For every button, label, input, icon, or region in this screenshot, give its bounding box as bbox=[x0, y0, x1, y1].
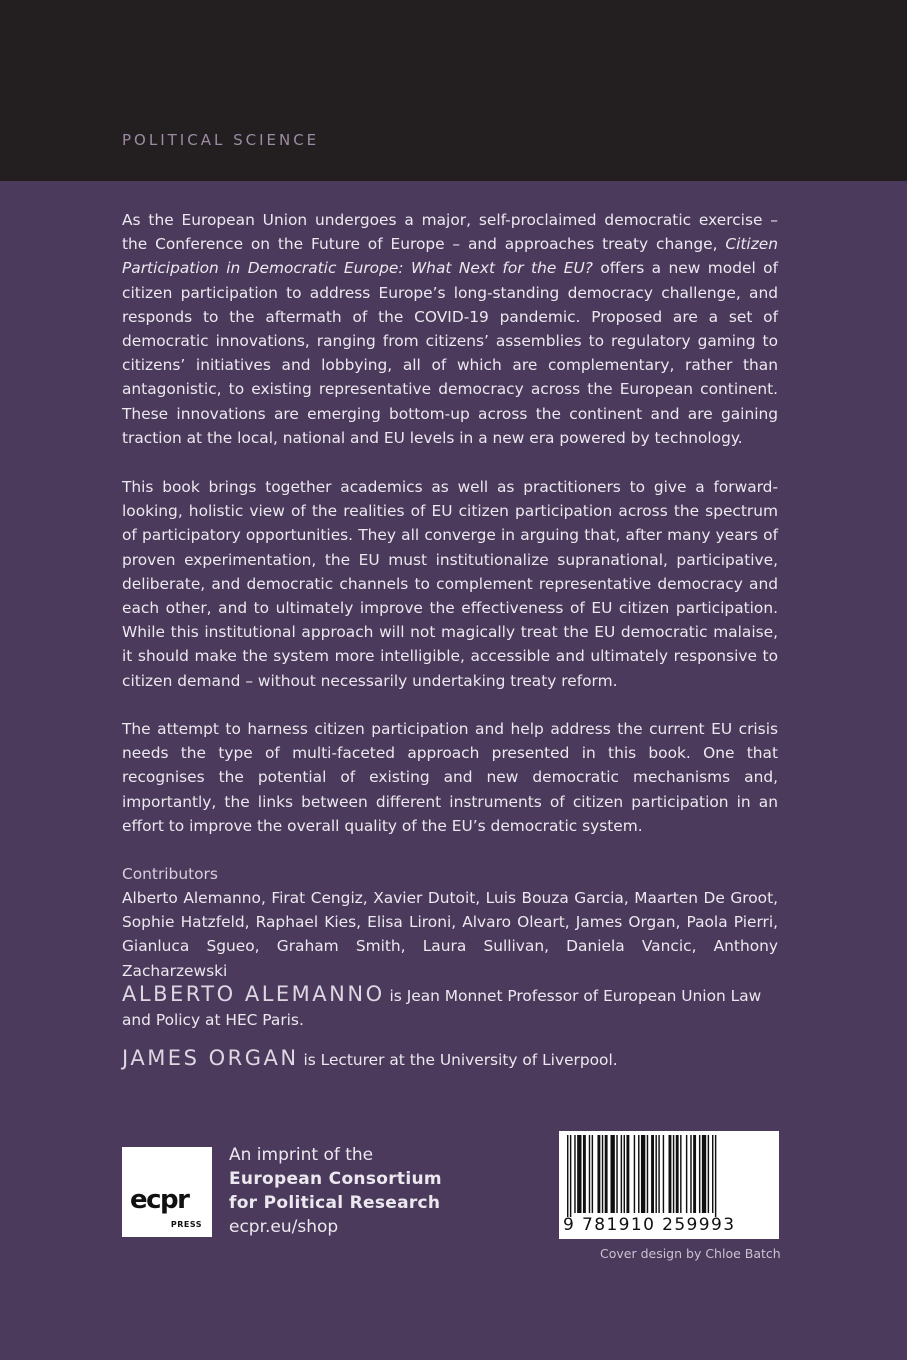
barcode-bar bbox=[638, 1135, 639, 1213]
cover-design-credit: Cover design by Chloe Batch bbox=[600, 1246, 781, 1261]
barcode-bar bbox=[567, 1135, 568, 1217]
barcode-bar bbox=[611, 1135, 615, 1213]
ecpr-press-logo bbox=[122, 1147, 212, 1237]
barcode-bar bbox=[634, 1135, 635, 1213]
barcode-bar bbox=[583, 1135, 586, 1213]
blurb-paragraph-3: The attempt to harness citizen participation and help address the current EU crisis needs the type of multi-faceted approach presented in this book. One that recognises the potential of existing and new democratic mechanisms and, importantly, the links between different instruments of citizen participation in an effort to improve the overall quality of the EU’s democratic system. bbox=[122, 720, 778, 835]
contributors-list: Alberto Alemanno, Firat Cengiz, Xavier Dutoit, Luis Bouza Garcia, Maarten De Groot, Sophie Hatzfeld, Raphael Kies, Elisa Lironi, Alvaro Oleart, James Organ, Paola Pierri, Gianluca Sgueo, Graham Smith, Laura Sullivan, Daniela Vancic, Anthony Zacharzewski bbox=[122, 889, 778, 980]
barcode-bar bbox=[673, 1135, 674, 1213]
barcode-bar bbox=[605, 1135, 608, 1213]
barcode-bar bbox=[577, 1135, 581, 1213]
author-name-1: ALBERTO ALEMANNO bbox=[122, 982, 385, 1006]
barcode-bar bbox=[621, 1135, 622, 1213]
barcode-bar bbox=[589, 1135, 590, 1213]
author-name-2: JAMES ORGAN bbox=[122, 1046, 299, 1070]
barcode-bar bbox=[597, 1135, 600, 1213]
logo-press-text: PRESS bbox=[170, 1220, 202, 1229]
publisher-name-line-2: for Political Research bbox=[229, 1193, 441, 1213]
barcode-bar bbox=[663, 1135, 664, 1213]
barcode-bar bbox=[616, 1135, 617, 1213]
barcode-bar bbox=[708, 1135, 709, 1213]
imprint-block bbox=[229, 1143, 442, 1239]
barcode-bar bbox=[686, 1135, 687, 1213]
publisher-url: ecpr.eu/shop bbox=[229, 1217, 339, 1237]
barcode-bar bbox=[574, 1135, 575, 1213]
barcode-bars bbox=[559, 1131, 779, 1217]
barcode-bar bbox=[624, 1135, 625, 1213]
author-text-1: is Jean Monnet Professor of European Union Law and Policy at HEC Paris. bbox=[122, 987, 762, 1029]
barcode-bar bbox=[655, 1135, 656, 1213]
barcode-bar bbox=[669, 1135, 672, 1213]
barcode-bar bbox=[690, 1135, 691, 1213]
barcode-bar bbox=[647, 1135, 648, 1213]
barcode-bar bbox=[651, 1135, 654, 1213]
blurb-paragraph-2: This book brings together academics as well as practitioners to give a forward-looking, holistic view of the realities of EU citizen participation across the spectrum of participatory opportunities. They all converge in arguing that, after many years of proven experimentation, the EU must institutionalize supranational, participative, deliberate, and democratic channels to complement representative democracy and each other, and to ultimately improve the effectiveness of EU citizen participation. While this institutional approach will not magically treat the EU democratic malaise, it should make the system more intelligible, accessible and ultimately responsive to citizen demand – without necessarily undertaking treaty reform. bbox=[122, 478, 778, 690]
barcode-bar bbox=[676, 1135, 679, 1213]
author-bio-2 bbox=[122, 1046, 782, 1072]
top-band bbox=[0, 0, 907, 181]
logo-wordmark: ecpr bbox=[130, 1185, 189, 1215]
barcode-bar bbox=[693, 1135, 696, 1213]
barcode-bar bbox=[699, 1135, 700, 1213]
isbn-number: 9 781910 259993 bbox=[563, 1215, 736, 1235]
barcode-bar bbox=[658, 1135, 659, 1213]
blurb-paragraph-1 bbox=[122, 208, 778, 450]
barcode-bar bbox=[592, 1135, 593, 1213]
barcode-bar bbox=[626, 1135, 629, 1213]
category-label: POLITICAL SCIENCE bbox=[122, 131, 320, 149]
barcode-bar bbox=[680, 1135, 681, 1213]
imprint-line: An imprint of the bbox=[229, 1145, 374, 1165]
barcode-bar bbox=[715, 1135, 716, 1217]
publisher-name-line-1: European Consortium bbox=[229, 1169, 442, 1189]
author-bio-1 bbox=[122, 982, 782, 1032]
book-title: Citizen Participation in Democratic Europe: What Next for the EU? bbox=[122, 235, 778, 278]
blurb-p1-rest: offers a new model of citizen participation to address Europe’s long-standing democracy challenge, and responds to the aftermath of the COVID-19 pandemic. Proposed are a set of democratic innovations, ranging from citizens’ assemblies to regulatory gaming to citizens’ initiatives and lobbying, all of which are complementary, rather than antagonistic, to existing representative democracy across the European continent. These innovations are emerging bottom-up across the continent and are gaining traction at the local, national and EU levels in a new era powered by technology. bbox=[122, 259, 779, 447]
barcode-bar bbox=[702, 1135, 706, 1213]
barcode-bar bbox=[570, 1135, 571, 1217]
isbn-barcode bbox=[559, 1131, 779, 1239]
author-text-2: is Lecturer at the University of Liverpool. bbox=[298, 1051, 618, 1069]
barcode-bar bbox=[602, 1135, 603, 1213]
blurb-p1-intro: As the European Union undergoes a major, self-proclaimed democratic exercise – the Conference on the Future of Europe – and approaches treaty change, bbox=[122, 211, 778, 254]
barcode-bar bbox=[641, 1135, 645, 1213]
barcode-bar bbox=[712, 1135, 713, 1213]
contributors-heading: Contributors bbox=[122, 865, 218, 883]
